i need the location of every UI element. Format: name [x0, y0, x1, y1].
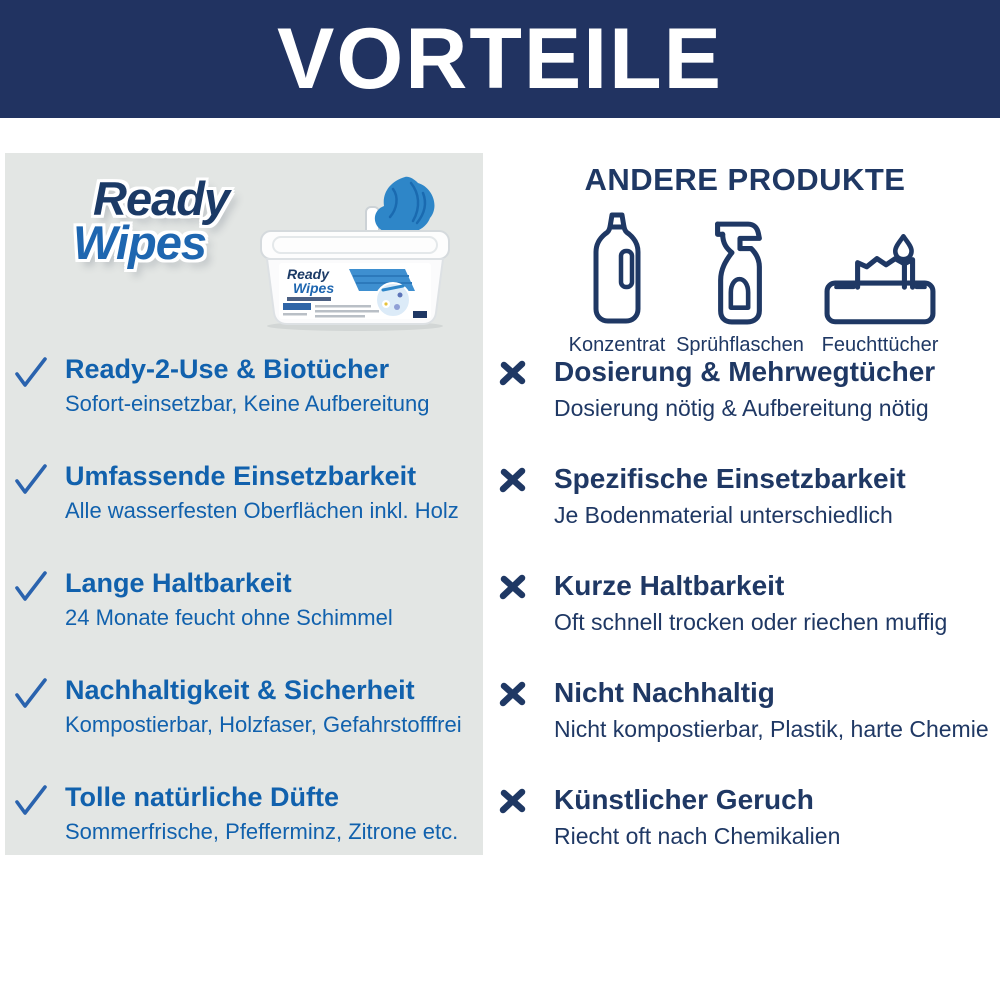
logo-line1: Ready [93, 172, 230, 225]
product-label: Konzentrat [568, 334, 666, 356]
tub-logo-line1: Ready [287, 266, 330, 282]
benefits-list [13, 353, 477, 888]
benefit-title: Umfassende Einsetzbarkeit [65, 461, 417, 491]
benefit-subtitle: 24 Monate feucht ohne Schimmel [65, 605, 393, 631]
product-label: Feuchttücher [821, 334, 939, 356]
bio-badge [376, 283, 410, 317]
benefit-title: Ready-2-Use & Biotücher [65, 354, 390, 384]
benefit-title: Nachhaltigkeit & Sicherheit [65, 675, 415, 705]
benefit-subtitle: Kompostierbar, Holzfaser, Gefahrstofffrei [65, 712, 462, 738]
drawback-item [498, 462, 990, 569]
cross-icon [498, 783, 554, 815]
benefit-item [13, 567, 477, 674]
tub-label [279, 263, 431, 319]
benefit-subtitle: Sofort-einsetzbar, Keine Aufbereitung [65, 391, 430, 417]
cross-icon [498, 569, 554, 601]
benefit-item [13, 353, 477, 460]
cross-icon [498, 676, 554, 708]
spray-bottle-icon [711, 202, 769, 326]
tub-lid [261, 231, 449, 259]
readywipes-logo [73, 172, 230, 269]
drawback-item [498, 783, 990, 890]
drawback-subtitle: Je Bodenmaterial unterschiedlich [554, 501, 893, 528]
checkmark-icon [13, 674, 65, 710]
product-image [253, 175, 457, 333]
readywipes-panel [5, 153, 483, 855]
drawback-item [498, 355, 990, 462]
drawback-item [498, 569, 990, 676]
vorteile-banner [0, 0, 1000, 118]
drawback-title: Spezifische Einsetzbarkeit [554, 463, 906, 494]
logo-line2: Wipes [73, 215, 206, 269]
wipes-tub-image [253, 175, 457, 333]
product-feuchttuecher [798, 202, 962, 357]
benefit-title: Lange Haltbarkeit [65, 568, 292, 598]
checkmark-icon [13, 353, 65, 389]
other-products-heading: ANDERE PRODUKTE [584, 162, 906, 197]
checkmark-icon [13, 781, 65, 817]
drawback-title: Kurze Haltbarkeit [554, 570, 785, 601]
benefit-item [13, 460, 477, 567]
detergent-bottle-icon [585, 202, 649, 326]
drawback-title: Nicht Nachhaltig [554, 677, 775, 708]
benefit-subtitle: Sommerfrische, Pfefferminz, Zitrone etc. [65, 819, 459, 845]
benefit-item [13, 674, 477, 781]
benefit-subtitle: Alle wasserfesten Oberflächen inkl. Holz [65, 498, 459, 524]
tub-logo-line2: Wipes [293, 280, 335, 296]
drawback-subtitle: Oft schnell trocken oder riechen muffig [554, 608, 948, 635]
drawback-subtitle: Dosierung nötig & Aufbereitung nötig [554, 394, 929, 421]
product-label: Sprühflaschen [676, 334, 804, 356]
product-spruehflaschen [672, 202, 808, 357]
benefit-title: Tolle natürliche Düfte [65, 782, 340, 812]
checkmark-icon [13, 567, 65, 603]
label-tag [283, 303, 311, 310]
drawback-subtitle: Nicht kompostierbar, Plastik, harte Chemie [554, 715, 989, 742]
cross-icon [498, 462, 554, 494]
label-brand-block [413, 311, 427, 318]
drawback-subtitle: Riecht oft nach Chemikalien [554, 822, 841, 849]
drawback-title: Dosierung & Mehrwegtücher [554, 356, 936, 387]
drawbacks-list [498, 355, 990, 890]
checkmark-icon [13, 460, 65, 496]
product-konzentrat [558, 202, 676, 357]
drawback-title: Künstlicher Geruch [554, 784, 814, 815]
cross-icon [498, 355, 554, 387]
drawback-item [498, 676, 990, 783]
banner-title: VORTEILE [276, 11, 724, 107]
blue-wipe [375, 177, 435, 235]
wipes-box-icon [823, 202, 937, 326]
benefit-item [13, 781, 477, 888]
